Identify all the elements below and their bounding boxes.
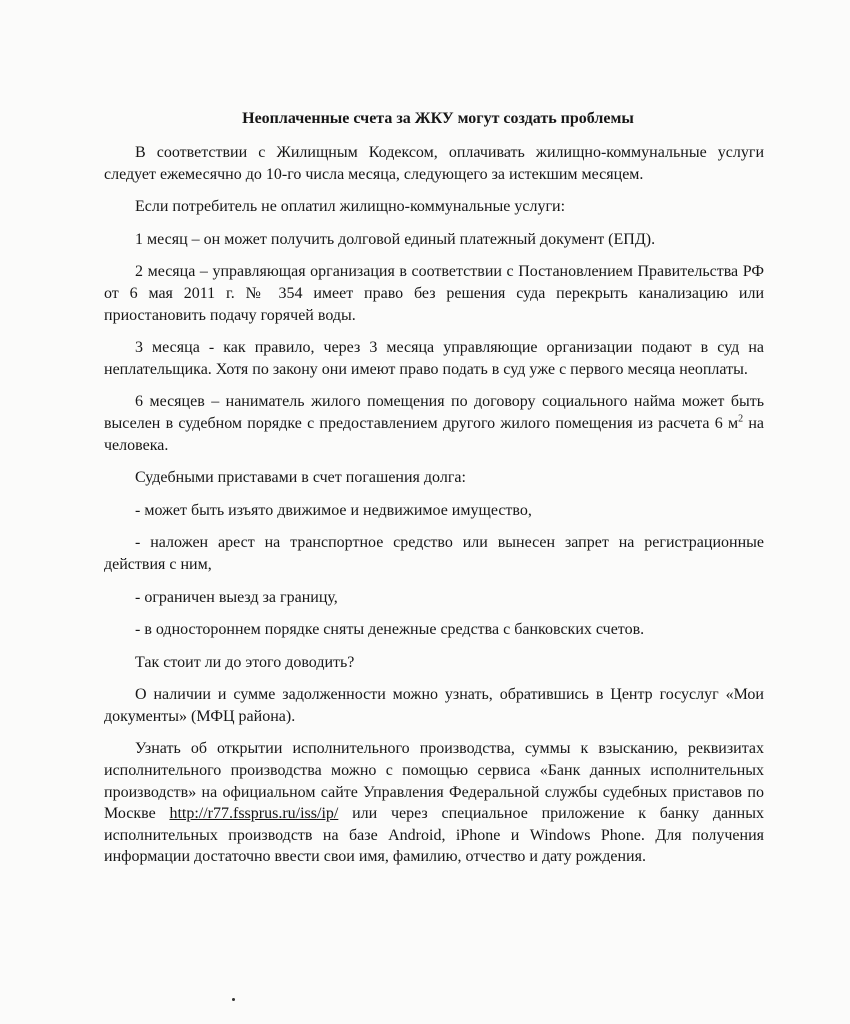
enforcement-text-end: или через специальное приложение к банку данных исполнительных производств на базе Android, iPhone и Windows Phone. Для получения информации достаточно ввести свои имя, фамилию, отчество и дату рождения.: [104, 805, 764, 866]
paragraph-two-months: 2 месяца – управляющая организация в соответствии с Постановлением Правительства РФ от 6 мая 2011 г. № 354 имеет право без решения суда перекрыть канализацию или приостановить подачу горячей воды.: [104, 263, 764, 324]
enforcement-text: Узнать об открытии исполнительного производства, суммы к взысканию, реквизитах исполнительного производства можно с помощью сервиса «Банк данных исполнительных производств» на официальном сайте Управления Федеральной службы судебных приставов по Москве: [104, 740, 764, 823]
six-months-text: 6 месяцев – наниматель жилого помещения по договору социального найма может быть выселен в судебном порядке с предоставлением другого жилого помещения из расчета 6 м: [104, 393, 764, 432]
paragraph-six-months: [104, 391, 764, 456]
paragraph-question: Так стоит ли до этого доводить?: [135, 653, 355, 671]
list-item-property: - может быть изъято движимое и недвижимое имущество,: [135, 501, 532, 519]
list-item-bank: - в одностороннем порядке сняты денежные средства с банковских счетов.: [135, 621, 645, 639]
list-item-vehicle: - наложен арест на транспортное средство или вынесен запрет на регистрационные действия с ним,: [104, 534, 764, 573]
document-title: Неоплаченные счета за ЖКУ могут создать проблемы: [242, 110, 634, 127]
paragraph-three-months: 3 месяца - как правило, через 3 месяца управляющие организации подают в суд на неплательщика. Хотя по закону они имеют право подать в суд уже с первого месяца неоплаты.: [104, 339, 764, 378]
paragraph-housing-code: В соответствии с Жилищным Кодексом, оплачивать жилищно-коммунальные услуги следует ежемесячно до 10-го числа месяца, следующего за истекшим месяцем.: [104, 144, 764, 183]
paragraph-one-month: 1 месяц – он может получить долговой единый платежный документ (ЕПД).: [135, 230, 656, 248]
six-months-end: на человека.: [104, 414, 764, 454]
paragraph-bailiffs: Судебными приставами в счет погашения долга:: [135, 469, 466, 487]
scan-speck: [232, 998, 235, 1001]
fssp-link[interactable]: http://r77.fssprus.ru/iss/ip/: [169, 805, 339, 823]
square-superscript: 2: [738, 413, 744, 425]
list-item-travel: - ограничен выезд за границу,: [135, 588, 338, 606]
paragraph-intro-list: Если потребитель не оплатил жилищно-коммунальные услуги:: [135, 198, 566, 216]
paragraph-enforcement: [104, 738, 764, 868]
paragraph-mfc: О наличии и сумме задолженности можно узнать, обратившись в Центр госуслуг «Мои документы» (МФЦ района).: [104, 686, 764, 725]
